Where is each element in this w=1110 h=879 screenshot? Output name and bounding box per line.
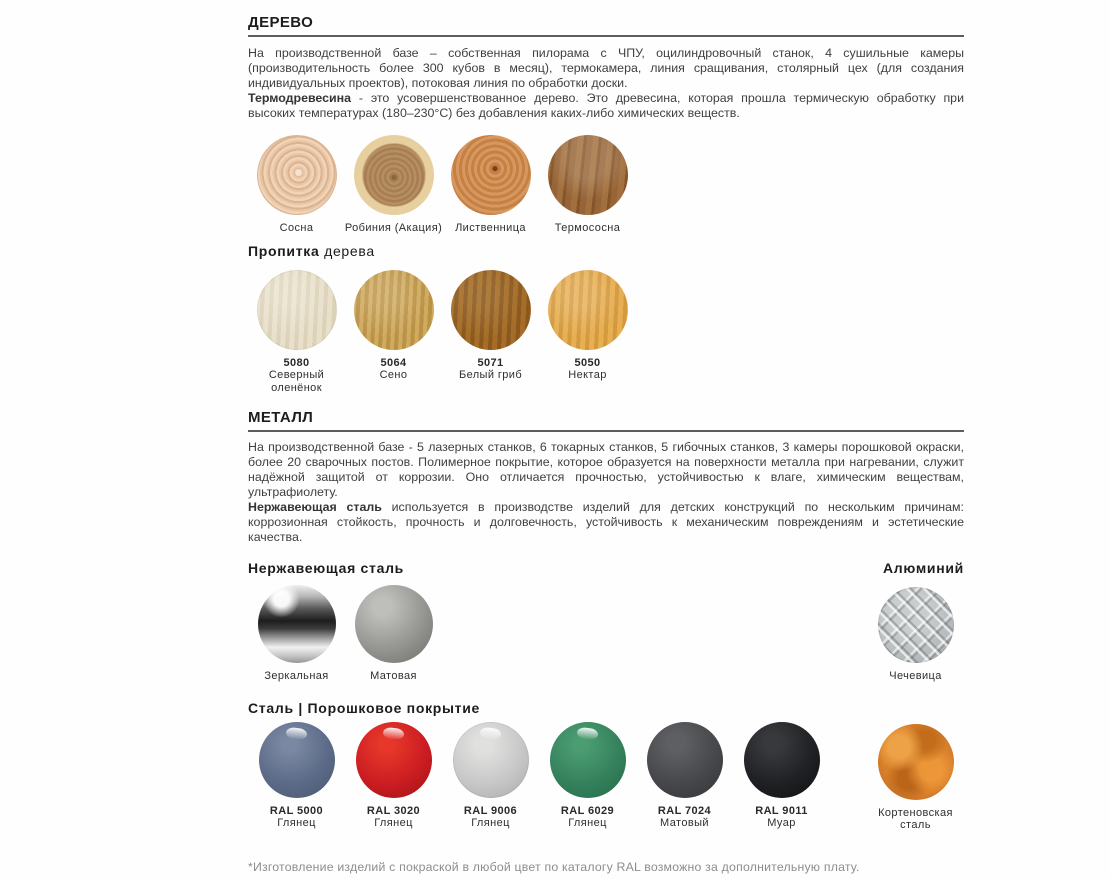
wood-species-row — [248, 135, 964, 235]
impregnation-5064-image — [354, 270, 434, 350]
swatch-5064 — [345, 270, 442, 395]
swatch-pine — [248, 135, 345, 235]
swatch-matte-steel — [345, 585, 442, 683]
robinia-wood-image — [354, 135, 434, 215]
stainless-row — [248, 585, 964, 683]
swatch-ral3020 — [345, 722, 442, 830]
stainless-steel-title: Нержавеющая сталь — [248, 560, 404, 576]
mirror-steel-image — [258, 585, 336, 663]
ral9011-ball-image — [744, 722, 820, 798]
swatch-name: Нектар — [568, 369, 607, 381]
swatch-name: Сено — [379, 369, 408, 381]
swatch-corten-steel — [867, 724, 964, 832]
swatch-code: 5080 — [283, 356, 310, 369]
swatch-label: Кортеновская сталь — [878, 806, 953, 831]
swatch-finish: Глянец — [374, 817, 413, 829]
wood-section-divider — [248, 35, 964, 37]
swatch-code: RAL 5000 — [269, 804, 324, 817]
impregnation-row — [248, 270, 964, 395]
swatch-code: 5050 — [574, 356, 601, 369]
matte-steel-image — [355, 585, 433, 663]
metal-section-divider — [248, 430, 964, 432]
thermo-wood-term: Термодревесина — [248, 91, 352, 105]
swatch-finish: Муар — [767, 817, 796, 829]
swatch-label: Сосна — [279, 222, 314, 234]
ral7024-ball-image — [647, 722, 723, 798]
impregnation-title-rest: дерева — [319, 242, 375, 259]
stainless-term: Нержавеющая сталь — [248, 500, 382, 514]
swatch-code: 5064 — [380, 356, 407, 369]
metal-section-title: МЕТАЛЛ — [248, 409, 314, 426]
impregnation-5071-image — [451, 270, 531, 350]
swatch-label: Термососна — [554, 222, 621, 234]
swatch-name: Северный оленёнок — [268, 369, 325, 394]
thermo-wood-description: - это усовершенствованное дерево. Это древесина, которая прошла термическую обработку при высоких температурах (180–230°С) без добавления каких-либо химических веществ. — [248, 91, 964, 120]
swatch-finish: Глянец — [568, 817, 607, 829]
pine-wood-image — [257, 135, 337, 215]
swatch-ral7024 — [636, 722, 733, 830]
ral5000-ball-image — [259, 722, 335, 798]
swatch-5080 — [248, 270, 345, 395]
ral3020-ball-image — [356, 722, 432, 798]
swatch-ral6029 — [539, 722, 636, 830]
swatch-code: RAL 6029 — [560, 804, 615, 817]
swatch-aluminum-checker — [867, 587, 964, 683]
swatch-label: Матовая — [370, 670, 417, 682]
impregnation-5080-image — [257, 270, 337, 350]
swatch-finish: Глянец — [471, 817, 510, 829]
impregnation-title — [248, 243, 964, 260]
swatch-label: Чечевица — [889, 670, 942, 682]
swatch-5071 — [442, 270, 539, 395]
swatch-label: Робиния (Акация) — [344, 222, 443, 234]
aluminum-title: Алюминий — [882, 560, 964, 576]
swatch-code: RAL 3020 — [366, 804, 421, 817]
swatch-label: Зеркальная — [264, 670, 329, 682]
powder-coating-title: Сталь | Порошковое покрытие — [248, 699, 481, 716]
swatch-larch — [442, 135, 539, 235]
swatch-mirror-steel — [248, 585, 345, 683]
stainless-description: используется в производстве изделий для детских конструкций по нескольким причинам: коррозионная стойкость, прочность и долговечность, устойчивость к механическим повреждениям и эстетические качества. — [248, 500, 964, 544]
swatch-5050 — [539, 270, 636, 395]
swatch-code: RAL 7024 — [657, 804, 712, 817]
swatch-ral9006 — [442, 722, 539, 830]
swatch-robinia — [345, 135, 442, 235]
corten-steel-image — [878, 724, 954, 800]
impregnation-title-lead: Пропитка — [248, 242, 320, 259]
swatch-thermopine — [539, 135, 636, 235]
swatch-code: 5071 — [477, 356, 504, 369]
metal-stainless-paragraph — [248, 500, 964, 545]
metal-intro-paragraph: На производственной базе - 5 лазерных станков, 6 токарных станков, 5 гибочных станков, 3 камеры порошковой окраски, более 20 сварочных постов. Полимерное покрытие, которое образуется на поверхности металла при нагревании, служит надёжной защитой от коррозии. Оно отличается прочностью, устойчивостью к влаге, химическим веществам, ультрафиолету. — [248, 440, 964, 499]
powder-coating-row — [248, 722, 964, 830]
impregnation-5050-image — [548, 270, 628, 350]
wood-intro-paragraph: На производственной базе – собственная пилорама с ЧПУ, оцилиндровочный станок, 4 сушильные камеры (производительность более 300 кубов в месяц), термокамера, линия сращивания, столярный цех (для создания индивидуальных проектов), потоковая линия по обработки доски. — [248, 46, 964, 90]
swatch-ral5000 — [248, 722, 345, 830]
wood-section-title: ДЕРЕВО — [248, 14, 314, 31]
swatch-name: Белый гриб — [458, 369, 523, 381]
swatch-code: RAL 9006 — [463, 804, 518, 817]
ral6029-ball-image — [550, 722, 626, 798]
ral-footnote: *Изготовление изделий с покраской в любой цвет по каталогу RAL возможно за дополнительную плату. — [248, 859, 860, 874]
swatch-code: RAL 9011 — [755, 804, 808, 817]
thermopine-wood-image — [548, 135, 628, 215]
swatch-label: Лиственница — [455, 222, 526, 234]
swatch-finish: Матовый — [660, 817, 709, 829]
ral9006-ball-image — [453, 722, 529, 798]
page-content — [248, 0, 964, 874]
larch-wood-image — [451, 135, 531, 215]
checker-plate-image — [878, 587, 954, 663]
swatch-finish: Глянец — [277, 817, 316, 829]
wood-thermo-paragraph — [248, 91, 964, 121]
swatch-ral9011 — [733, 722, 830, 830]
metal-subheadings — [248, 560, 964, 577]
